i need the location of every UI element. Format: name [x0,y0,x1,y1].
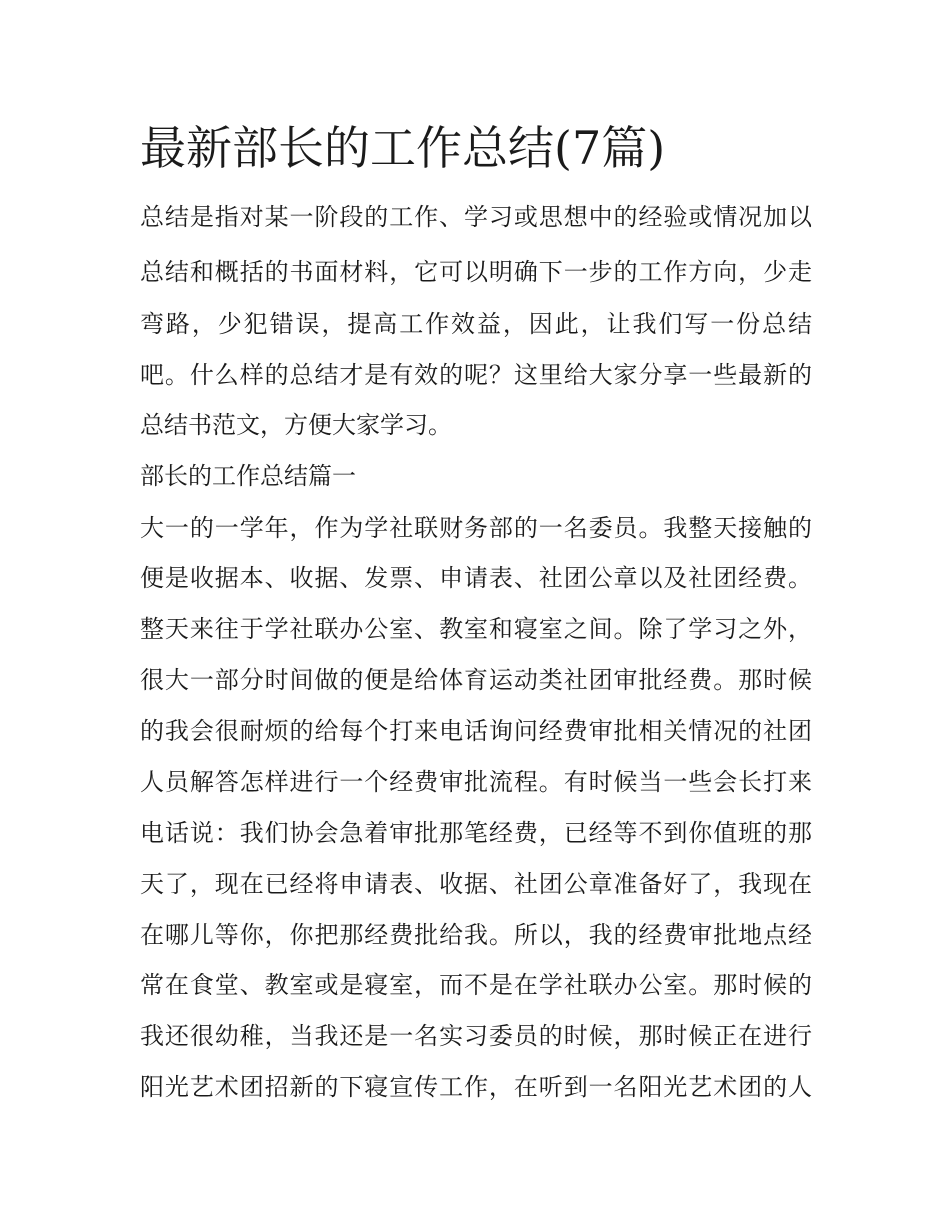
paragraph-line: 阳光艺术团招新的下寝宣传工作，在听到一名阳光艺术团的人 [140,1073,812,1101]
paragraph-line: 大一的一学年，作为学社联财务部的一名委员。我整天接触的 [140,514,812,542]
paragraph-line: 天了，现在已经将申请表、收据、社团公章准备好了，我现在 [140,870,812,898]
paragraph-line: 吧。什么样的总结才是有效的呢？这里给大家分享一些最新的 [140,361,812,389]
paragraph-line: 很大一部分时间做的便是给体育运动类社团审批经费。那时候 [140,666,812,694]
section-heading: 部长的工作总结篇一 [140,462,356,490]
paragraph-line: 总结和概括的书面材料，它可以明确下一步的工作方向，少走 [140,258,812,286]
paragraph-line: 的我会很耐烦的给每个打来电话询问经费审批相关情况的社团 [140,717,812,745]
paragraph-line: 弯路，少犯错误，提高工作效益，因此，让我们写一份总结 [140,310,812,338]
paragraph-line: 常在食堂、教室或是寝室，而不是在学社联办公室。那时候的 [140,971,812,999]
paragraph-line: 总结是指对某一阶段的工作、学习或思想中的经验或情况加以 [140,203,812,231]
paragraph-line: 人员解答怎样进行一个经费审批流程。有时候当一些会长打来 [140,768,812,796]
paragraph-line: 电话说：我们协会急着审批那笔经费，已经等不到你值班的那 [140,819,812,847]
paragraph-line: 我还很幼稚，当我还是一名实习委员的时候，那时候正在进行 [140,1022,812,1050]
paragraph-line: 在哪儿等你，你把那经费批给我。所以，我的经费审批地点经 [140,921,812,949]
paragraph-line: 整天来往于学社联办公室、教室和寝室之间。除了学习之外， [140,615,812,643]
page-title: 最新部长的工作总结(7篇) [140,121,666,175]
paragraph-line: 便是收据本、收据、发票、申请表、社团公章以及社团经费。 [140,564,812,592]
paragraph-line: 总结书范文，方便大家学习。 [140,411,452,439]
